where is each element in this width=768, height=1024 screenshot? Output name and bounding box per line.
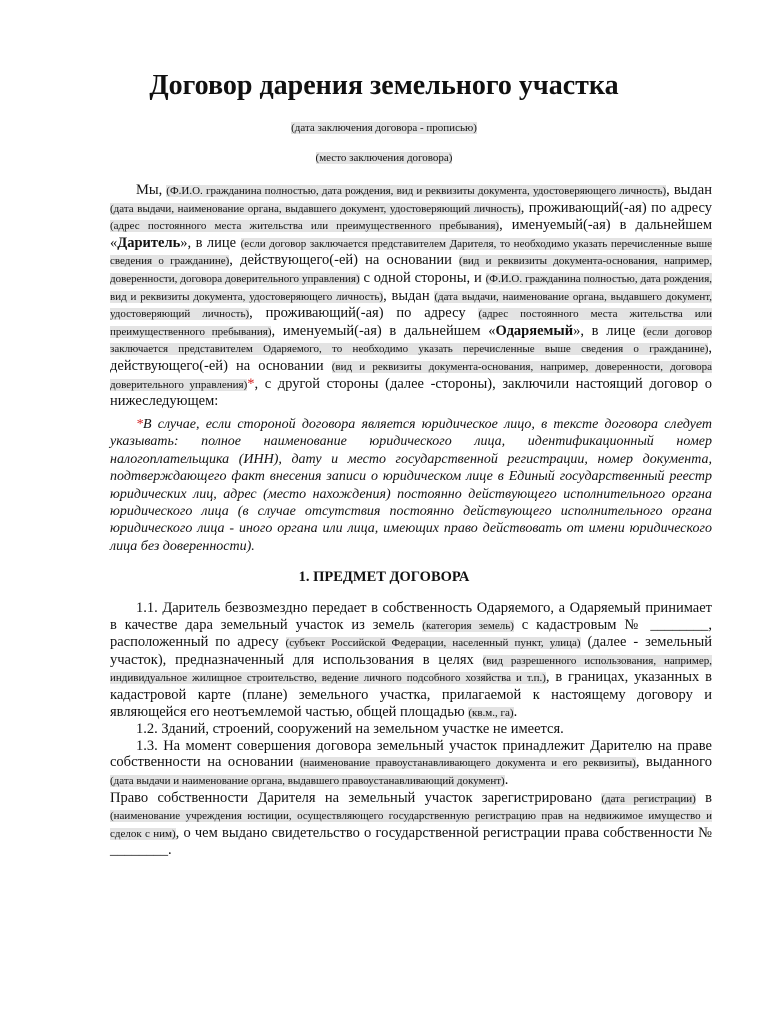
clause-text: , выданного — [635, 754, 712, 771]
placeholder-hint: (дата выдачи, наименование органа, выдавшего документ, удостоверяющий личность) — [110, 290, 712, 321]
preamble-text: , действующего(-ей) на основании — [110, 340, 712, 374]
preamble-text: , именуемый(-ая) в дальнейшем « — [110, 217, 712, 251]
clause-text: (далее - земельный участок), предназначенный для использования в целях — [110, 634, 712, 668]
preamble-text: », в лице — [180, 234, 241, 251]
clause-text: в — [695, 789, 712, 806]
preamble-text: , выдан — [383, 287, 435, 304]
preamble-text: , с другой стороны (далее -стороны), заключили настоящий договор о нижеследующем: — [110, 375, 712, 410]
place-hint-line — [0, 152, 768, 164]
section-body — [110, 600, 712, 859]
preamble-text: с одной стороны, и — [359, 269, 486, 286]
placeholder-hint: (Ф.И.О. гражданина полностью, дата рождения, вид и реквизиты документа, удостоверяющего личность) — [110, 272, 713, 303]
placeholder-hint: (категория земель) — [422, 619, 514, 632]
clause-text: . — [513, 703, 518, 720]
placeholder-hint: (вид и реквизиты документа-основания, например, доверенности, договора доверительного управления) — [110, 360, 712, 391]
placeholder-hint: (если договор заключается представителем Дарителя, то необходимо указать перечисленные выше сведения о гражданине) — [110, 237, 712, 268]
placeholder-hint: (адрес постоянного места жительства или преимущественного пребывания) — [110, 220, 500, 233]
clause-text: 1.1. Даритель безвозмездно передает в собственность Одаряемого, а Одаряемый принимает в качестве дара земельный участок из земель — [110, 600, 712, 633]
clause-text: с кадастровым № ________, расположенный по адресу — [110, 616, 712, 651]
footnote-mark: * — [136, 417, 143, 432]
section-heading: 1. ПРЕДМЕТ ДОГОВОРА — [298, 569, 470, 585]
placeholder-hint: (дата регистрации) — [601, 792, 696, 805]
placeholder-hint: (если договор заключается представителем Одаряемого, то необходимо указать перечисленные выше сведения о гражданине) — [110, 325, 712, 356]
clause-1-2: 1.2. Зданий, строений, сооружений на земельном участке не имеется. — [136, 721, 564, 738]
clause-text: 1.3. На момент совершения договора земельный участок принадлежит Дарителю на праве собственности на основании — [110, 737, 712, 771]
party-role-recipient: Одаряемый — [495, 322, 574, 339]
clause-text: Право собственности Дарителя на земельный участок зарегистрировано — [110, 789, 602, 806]
preamble-text: », в лице — [573, 322, 644, 339]
footnote-mark: * — [247, 375, 255, 392]
placeholder-hint: (вид и реквизиты документа-основания, например, доверенности, договора доверительного управления) — [110, 255, 712, 285]
legal-entity-note — [110, 416, 712, 555]
clause-1-1 — [110, 600, 712, 721]
clause-1-3 — [110, 738, 712, 790]
placeholder-hint: (субъект Российской Федерации, населенный пункт, улица) — [285, 637, 581, 650]
ownership-registration — [110, 790, 712, 859]
placeholder-hint: (наименование правоустанавливающего документа и его реквизиты) — [299, 757, 636, 770]
note-text: В случае, если стороной договора является юридическое лицо, в тексте договора следует указывать: полное наименование юридического лица, идентификационный номер налогоплательщика (ИНН), дату и место государственной регистрации, номер документа, подтверждающего факт внесения записи о юридическом лице в Единый государственный реестр юридических лиц, адрес (место нахождения) постоянно действующего исполнительного органа юридического лица (в случае отсутствия постоянно действующего исполнительного органа юридического лица - иного органа или лица, имеющих право действовать от имени юридического лица без доверенности). — [110, 417, 712, 554]
date-hint-line — [0, 122, 768, 134]
placeholder-hint: (дата выдачи и наименование органа, выдавшего правоустанавливающий документ) — [110, 774, 505, 787]
preamble-text: Мы, — [136, 182, 167, 198]
preamble-text: , именуемый(-ая) в дальнейшем « — [271, 322, 496, 339]
place-hint: (место заключения договора) — [315, 152, 453, 164]
preamble-text: , проживающий(-ая) по адресу — [520, 199, 712, 216]
placeholder-hint: (вид разрешенного использования, например, индивидуальное жилищное строительство, ведение личного подсобного хозяйства и т.п.) — [110, 654, 712, 685]
preamble-paragraph — [110, 182, 712, 410]
placeholder-hint: (кв.м., га) — [468, 706, 514, 719]
clause-text: . — [504, 771, 509, 788]
clause-text: , о чем выдано свидетельство о государственной регистрации права собственности № ________. — [110, 824, 712, 859]
clause-text: , в границах, указанных в кадастровой карте (плане) земельного участка, прилагаемой к настоящему договору и являющейся его неотъемлемой частью, общей площадью — [110, 669, 712, 720]
placeholder-hint: (адрес постоянного места жительства или преимущественного пребывания) — [110, 308, 712, 338]
preamble-text: , выдан — [666, 182, 712, 198]
preamble-text: , проживающий(-ая) по адресу — [249, 305, 479, 322]
placeholder-hint: (дата выдачи, наименование органа, выдавшего документ, удостоверяющий личность) — [110, 202, 521, 215]
date-hint: (дата заключения договора - прописью) — [291, 122, 477, 134]
placeholder-hint: (Ф.И.О. гражданина полностью, дата рождения, вид и реквизиты документа, удостоверяющего личность) — [166, 185, 667, 197]
placeholder-hint: (наименование учреждения юстиции, осуществляющего государственную регистрацию прав на недвижимое имущество и сделок с ним) — [110, 810, 712, 840]
preamble-text: , действующего(-ей) на основании — [229, 252, 460, 269]
document-title: Договор дарения земельного участка — [149, 70, 619, 101]
party-role-donor: Даритель — [117, 234, 181, 251]
